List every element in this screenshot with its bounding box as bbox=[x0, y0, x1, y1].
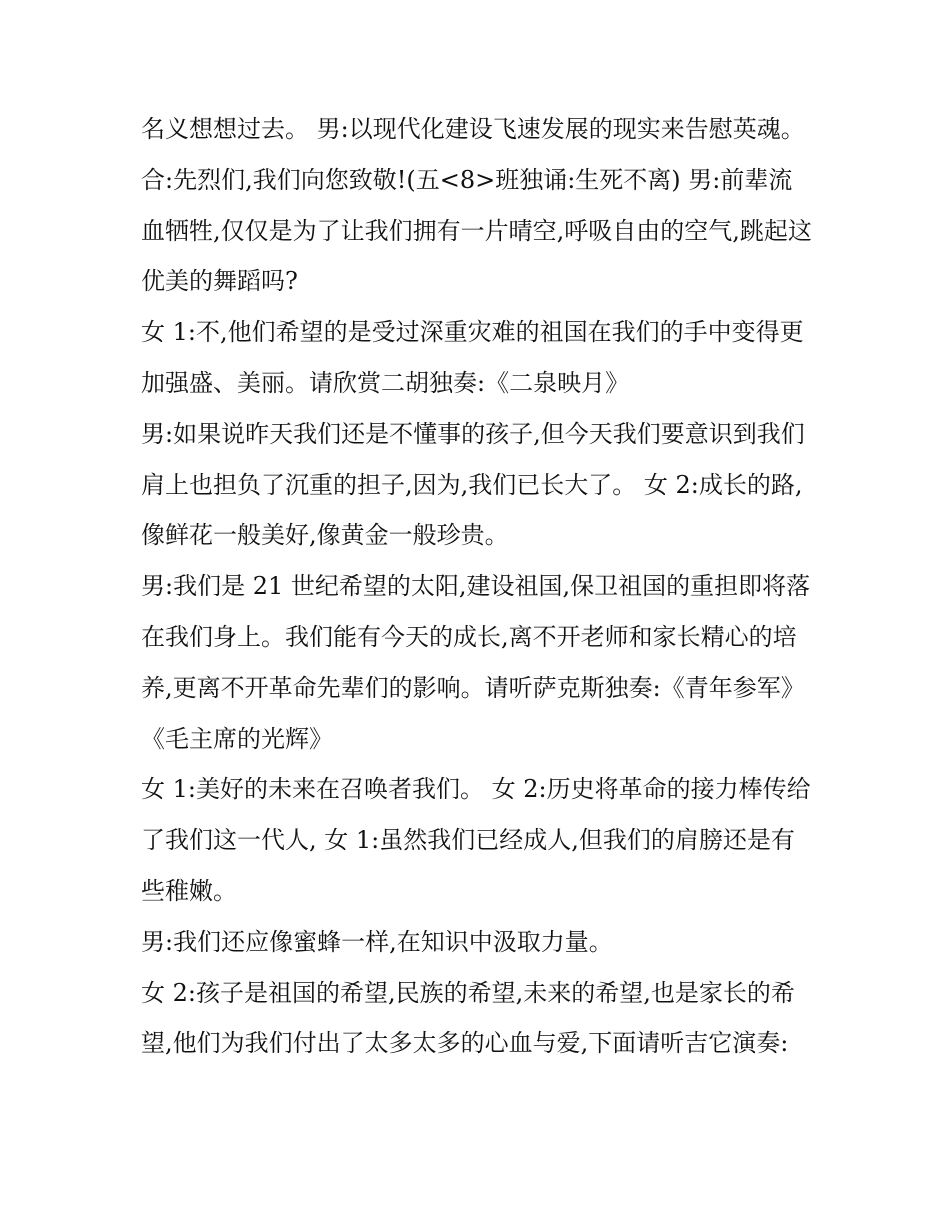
paragraph: 男:如果说昨天我们还是不懂事的孩子,但今天我们要意识到我们肩上也担负了沉重的担子,因为,我们已长大了。 女 2:成长的路,像鲜花一般美好,像黄金一般珍贵。 bbox=[141, 419, 805, 550]
paragraph: 男:我们是 21 世纪希望的太阳,建设祖国,保卫祖国的重担即将落在我们身上。我们能有今天的成长,离不开老师和家长精心的培养,更离不开革命先辈们的影响。请听萨克斯独奏:《青年参军》《毛主席的光辉》 bbox=[141, 572, 811, 753]
paragraph: 女 1:美好的未来在召唤者我们。 女 2:历史将革命的接力棒传给了我们这一代人, 女 1:虽然我们已经成人,但我们的肩膀还是有些稚嫩。 bbox=[141, 775, 811, 905]
paragraph: 男:我们还应像蜜蜂一样,在知识中汲取力量。 bbox=[141, 927, 613, 956]
paragraph: 名义想想过去。 男:以现代化建设飞速发展的现实来告慰英魂。 bbox=[141, 115, 805, 143]
document-body bbox=[141, 104, 813, 1069]
paragraph: 女 1:不,他们希望的是受过深重灾难的祖国在我们的手中变得更加强盛、美丽。请欣赏二胡独奏:《二泉映月》 bbox=[141, 318, 804, 397]
paragraph: 女 2:孩子是祖国的希望,民族的希望,未来的希望,也是家长的希望,他们为我们付出了太多太多的心血与爱,下面请听吉它演奏: bbox=[141, 978, 795, 1058]
paragraph: 合:先烈们,我们向您致敬!(五<8>班独诵:生死不离) 男:前辈流血牺牲,仅仅是为了让我们拥有一片晴空,呼吸自由的空气,跳起这优美的舞蹈吗? bbox=[141, 165, 812, 296]
